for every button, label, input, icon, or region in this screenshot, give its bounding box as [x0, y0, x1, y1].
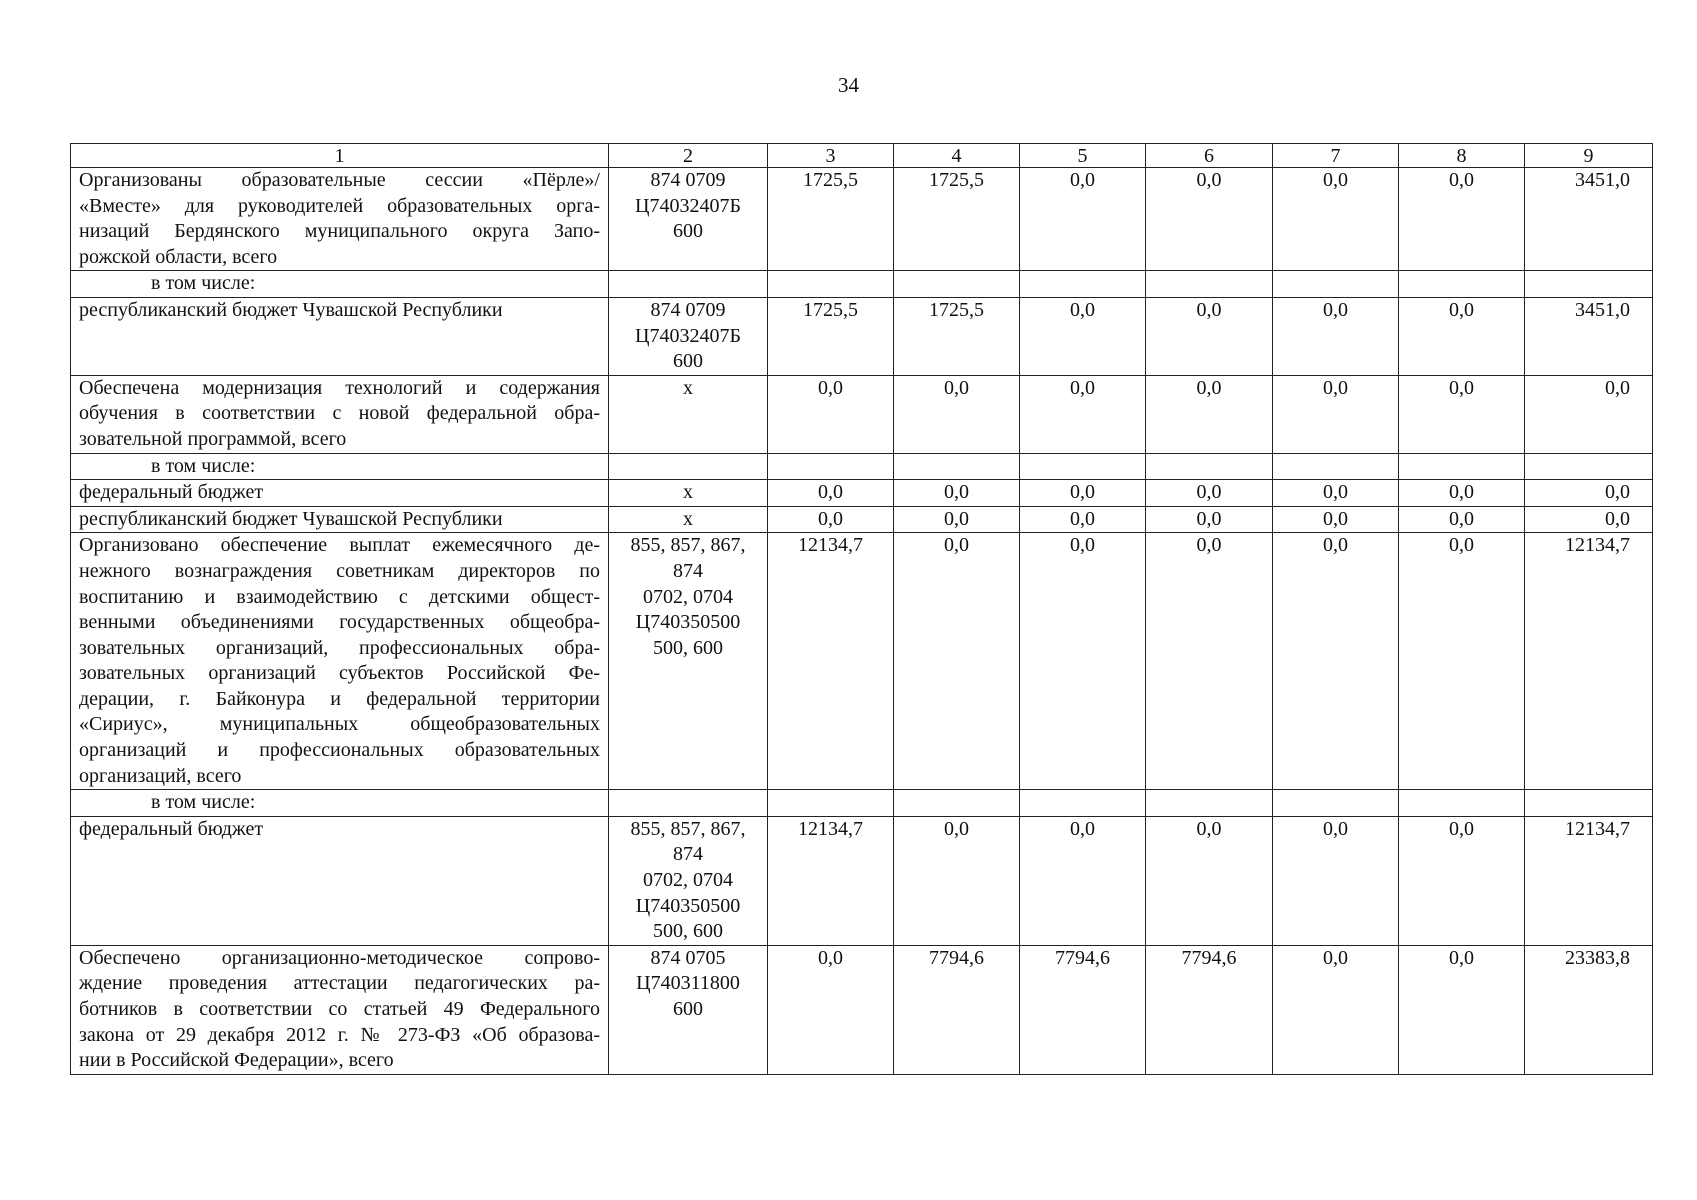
including-label: в том числе: — [71, 271, 609, 298]
budget-code-line: 0702, 0704 — [643, 585, 733, 608]
empty-cell — [1273, 271, 1399, 298]
year-value-cell: 0,0 — [894, 480, 1020, 507]
budget-code-cell — [609, 375, 768, 453]
budget-code-line: 874 0709 — [650, 298, 726, 321]
year-value-cell: 0,0 — [1020, 533, 1146, 790]
empty-cell — [894, 790, 1020, 817]
empty-cell — [1146, 790, 1273, 817]
empty-cell — [1273, 453, 1399, 480]
year-value-cell: 12134,7 — [768, 533, 894, 790]
measure-row — [71, 533, 1653, 790]
column-number: 1 — [71, 144, 609, 168]
description-line: организаций, всего — [79, 764, 242, 787]
empty-cell — [1273, 790, 1399, 817]
year-value-cell: 0,0 — [1399, 816, 1525, 945]
description-line: венными объединениями государственных общеобра- — [79, 611, 600, 634]
description-line: республиканский бюджет Чувашской Республики — [79, 298, 503, 321]
year-value-cell: 0,0 — [1399, 506, 1525, 533]
description-line: нии в Российской Федерации», всего — [79, 1049, 394, 1072]
budget-code-cell — [609, 533, 768, 790]
budget-code-line: Ц740311800 — [636, 972, 740, 995]
year-value-cell: 7794,6 — [894, 945, 1020, 1074]
description-cell — [71, 375, 609, 453]
budget-code-line: 600 — [673, 998, 703, 1020]
year-value-cell: 0,0 — [1146, 506, 1273, 533]
description-line: низаций Бердянского муниципального округа Запо- — [79, 220, 600, 243]
description-cell — [71, 945, 609, 1074]
description-line: ботников в соответствии со статьей 49 Федерального — [79, 998, 600, 1020]
description-line: «Вместе» для руководителей образовательных орга- — [79, 194, 600, 217]
empty-cell — [894, 453, 1020, 480]
budget-code-line: 855, 857, 867, — [630, 534, 746, 557]
column-number: 8 — [1399, 144, 1525, 168]
year-value-cell: 0,0 — [1399, 533, 1525, 790]
year-value-cell: 1725,5 — [894, 297, 1020, 375]
empty-cell — [1146, 453, 1273, 480]
total-value-cell: 3451,0 — [1525, 297, 1653, 375]
subtotal-label-row — [71, 790, 1653, 817]
total-value-cell: 12134,7 — [1525, 816, 1653, 945]
empty-cell — [1146, 271, 1273, 298]
budget-code-line: х — [683, 507, 693, 530]
total-value-cell: 0,0 — [1525, 480, 1653, 507]
measure-row — [71, 945, 1653, 1074]
empty-cell — [1399, 790, 1525, 817]
empty-cell — [1525, 790, 1653, 817]
description-line: федеральный бюджет — [79, 817, 264, 840]
budget-code-line: 874 0709 — [650, 169, 726, 191]
budget-code-line: 600 — [673, 350, 703, 373]
empty-cell — [1525, 271, 1653, 298]
year-value-cell: 12134,7 — [768, 816, 894, 945]
budget-code-line: 500, 600 — [653, 920, 723, 943]
budget-code-line: Ц74032407Б — [635, 194, 741, 217]
year-value-cell: 0,0 — [1399, 168, 1525, 271]
including-label: в том числе: — [71, 790, 609, 817]
year-value-cell: 0,0 — [894, 375, 1020, 453]
column-number: 9 — [1525, 144, 1653, 168]
funding-source-row — [71, 297, 1653, 375]
budget-code-cell — [609, 297, 768, 375]
page-number: 34 — [838, 73, 859, 97]
description-line: организаций и профессиональных образовательных — [79, 739, 600, 762]
description-line: воспитанию и взаимодействию с детскими общест- — [79, 585, 600, 608]
funding-source-row — [71, 480, 1653, 507]
empty-cell — [1399, 453, 1525, 480]
budget-code-line: 0702, 0704 — [643, 869, 733, 892]
budget-code-cell — [609, 506, 768, 533]
funding-source-row — [71, 506, 1653, 533]
description-line: Организовано обеспечение выплат ежемесячного де- — [79, 534, 600, 557]
year-value-cell: 0,0 — [1020, 297, 1146, 375]
year-value-cell: 0,0 — [1146, 480, 1273, 507]
year-value-cell: 0,0 — [1273, 945, 1399, 1074]
year-value-cell: 0,0 — [1146, 297, 1273, 375]
year-value-cell: 0,0 — [1273, 816, 1399, 945]
description-line: ждение проведения аттестации педагогических ра- — [79, 972, 600, 995]
year-value-cell: 0,0 — [768, 480, 894, 507]
year-value-cell: 0,0 — [1399, 945, 1525, 1074]
budget-code-line: 874 — [673, 559, 703, 582]
year-value-cell: 0,0 — [1399, 375, 1525, 453]
budget-code-line: 500, 600 — [653, 636, 723, 659]
year-value-cell: 0,0 — [1273, 297, 1399, 375]
description-line: рожской области, всего — [79, 245, 278, 268]
description-cell — [71, 506, 609, 533]
year-value-cell: 0,0 — [894, 816, 1020, 945]
description-line: зовательных организаций субъектов Российской Фе- — [79, 662, 600, 685]
year-value-cell: 0,0 — [894, 533, 1020, 790]
total-value-cell: 23383,8 — [1525, 945, 1653, 1074]
column-number: 5 — [1020, 144, 1146, 168]
year-value-cell: 0,0 — [1146, 533, 1273, 790]
empty-cell — [1020, 790, 1146, 817]
empty-cell — [768, 271, 894, 298]
budget-code-line: 874 0705 — [650, 946, 726, 969]
measure-row — [71, 168, 1653, 271]
budget-code-line: Ц740350500 — [635, 894, 741, 917]
year-value-cell: 0,0 — [768, 945, 894, 1074]
budget-code-line: 855, 857, 867, — [630, 817, 746, 840]
funding-source-row — [71, 816, 1653, 945]
year-value-cell: 7794,6 — [1146, 945, 1273, 1074]
description-line: «Сириус», муниципальных общеобразовательных — [79, 713, 600, 736]
description-line: федеральный бюджет — [79, 481, 264, 504]
empty-cell — [609, 790, 768, 817]
budget-code-line: х — [683, 376, 693, 399]
empty-cell — [1020, 271, 1146, 298]
budget-code-cell — [609, 168, 768, 271]
column-number: 6 — [1146, 144, 1273, 168]
description-line: зовательной программой, всего — [79, 427, 347, 450]
empty-cell — [768, 790, 894, 817]
description-line: обучения в соответствии с новой федеральной обра- — [79, 402, 600, 425]
year-value-cell: 0,0 — [1020, 480, 1146, 507]
year-value-cell: 7794,6 — [1020, 945, 1146, 1074]
including-label: в том числе: — [71, 453, 609, 480]
description-cell — [71, 533, 609, 790]
year-value-cell: 0,0 — [1146, 168, 1273, 271]
year-value-cell: 0,0 — [1273, 533, 1399, 790]
description-line: закона от 29 декабря 2012 г. № 273-ФЗ «Об образова- — [79, 1023, 600, 1046]
year-value-cell: 0,0 — [1020, 168, 1146, 271]
total-value-cell: 0,0 — [1525, 375, 1653, 453]
description-line: Обеспечено организационно-методическое сопрово- — [79, 946, 600, 969]
year-value-cell: 0,0 — [1020, 375, 1146, 453]
description-line: Организованы образовательные сессии «Пёрле»/ — [79, 169, 600, 191]
empty-cell — [1020, 453, 1146, 480]
year-value-cell: 0,0 — [894, 506, 1020, 533]
budget-code-line: х — [683, 481, 693, 504]
year-value-cell: 1725,5 — [768, 297, 894, 375]
year-value-cell: 0,0 — [1020, 816, 1146, 945]
description-line: дерации, г. Байконура и федеральной территории — [79, 687, 600, 710]
year-value-cell: 0,0 — [1273, 168, 1399, 271]
budget-code-cell — [609, 816, 768, 945]
year-value-cell: 0,0 — [768, 375, 894, 453]
empty-cell — [1525, 453, 1653, 480]
total-value-cell: 3451,0 — [1525, 168, 1653, 271]
year-value-cell: 0,0 — [1273, 506, 1399, 533]
budget-table — [70, 143, 1653, 1075]
budget-code-line: 874 — [673, 843, 703, 866]
empty-cell — [1399, 271, 1525, 298]
year-value-cell: 0,0 — [1399, 297, 1525, 375]
description-cell — [71, 816, 609, 945]
column-number: 2 — [609, 144, 768, 168]
year-value-cell: 0,0 — [1020, 506, 1146, 533]
total-value-cell: 0,0 — [1525, 506, 1653, 533]
budget-code-line: Ц740350500 — [635, 611, 741, 634]
description-line: нежного вознаграждения советникам директоров по — [79, 559, 600, 582]
empty-cell — [894, 271, 1020, 298]
description-cell — [71, 480, 609, 507]
empty-cell — [609, 453, 768, 480]
budget-code-line: Ц74032407Б — [635, 324, 741, 347]
subtotal-label-row — [71, 271, 1653, 298]
year-value-cell: 1725,5 — [768, 168, 894, 271]
description-line: Обеспечена модернизация технологий и содержания — [79, 376, 600, 399]
year-value-cell: 0,0 — [1273, 480, 1399, 507]
column-number: 4 — [894, 144, 1020, 168]
description-line: республиканский бюджет Чувашской Республики — [79, 507, 503, 530]
year-value-cell: 0,0 — [1146, 375, 1273, 453]
empty-cell — [768, 453, 894, 480]
year-value-cell: 1725,5 — [894, 168, 1020, 271]
measure-row — [71, 375, 1653, 453]
year-value-cell: 0,0 — [1273, 375, 1399, 453]
description-cell — [71, 297, 609, 375]
column-number-header-row — [71, 144, 1653, 168]
year-value-cell: 0,0 — [1146, 816, 1273, 945]
description-line: зовательных организаций, профессиональных обра- — [79, 636, 600, 659]
total-value-cell: 12134,7 — [1525, 533, 1653, 790]
empty-cell — [609, 271, 768, 298]
column-number: 3 — [768, 144, 894, 168]
budget-code-line: 600 — [673, 220, 703, 243]
year-value-cell: 0,0 — [1399, 480, 1525, 507]
budget-code-cell — [609, 480, 768, 507]
year-value-cell: 0,0 — [768, 506, 894, 533]
column-number: 7 — [1273, 144, 1399, 168]
budget-code-cell — [609, 945, 768, 1074]
subtotal-label-row — [71, 453, 1653, 480]
description-cell — [71, 168, 609, 271]
